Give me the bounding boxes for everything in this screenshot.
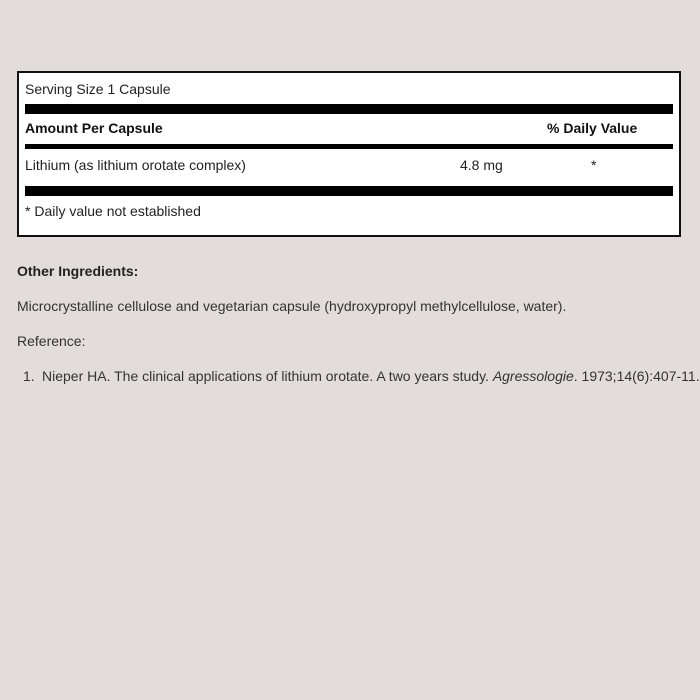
divider-thick-top [25, 104, 673, 114]
reference-title: Reference: [17, 333, 86, 349]
amount-per-capsule-header: Amount Per Capsule [25, 120, 163, 136]
daily-value-footnote: * Daily value not established [25, 203, 201, 219]
nutrient-daily-value: * [591, 157, 597, 173]
reference-journal: Agressologie [492, 368, 574, 384]
supplement-facts-panel [17, 71, 681, 237]
reference-citation: . 1973;14(6):407-11. [573, 368, 700, 384]
other-ingredients-text: Microcrystalline cellulose and vegetarian capsule (hydroxypropyl methylcellulose, water). [17, 298, 567, 314]
other-ingredients-title: Other Ingredients: [17, 263, 139, 279]
reference-list [23, 368, 700, 384]
serving-size: Serving Size 1 Capsule [25, 81, 171, 97]
nutrient-name: Lithium (as lithium orotate complex) [25, 157, 246, 173]
divider-medium [25, 144, 673, 149]
daily-value-header: % Daily Value [547, 120, 638, 136]
reference-number: 1. [23, 368, 35, 384]
reference-item [23, 368, 700, 384]
divider-thick-bottom [25, 186, 673, 196]
nutrient-amount: 4.8 mg [460, 157, 503, 173]
reference-text: Nieper HA. The clinical applications of lithium orotate. A two years study. [42, 368, 493, 384]
